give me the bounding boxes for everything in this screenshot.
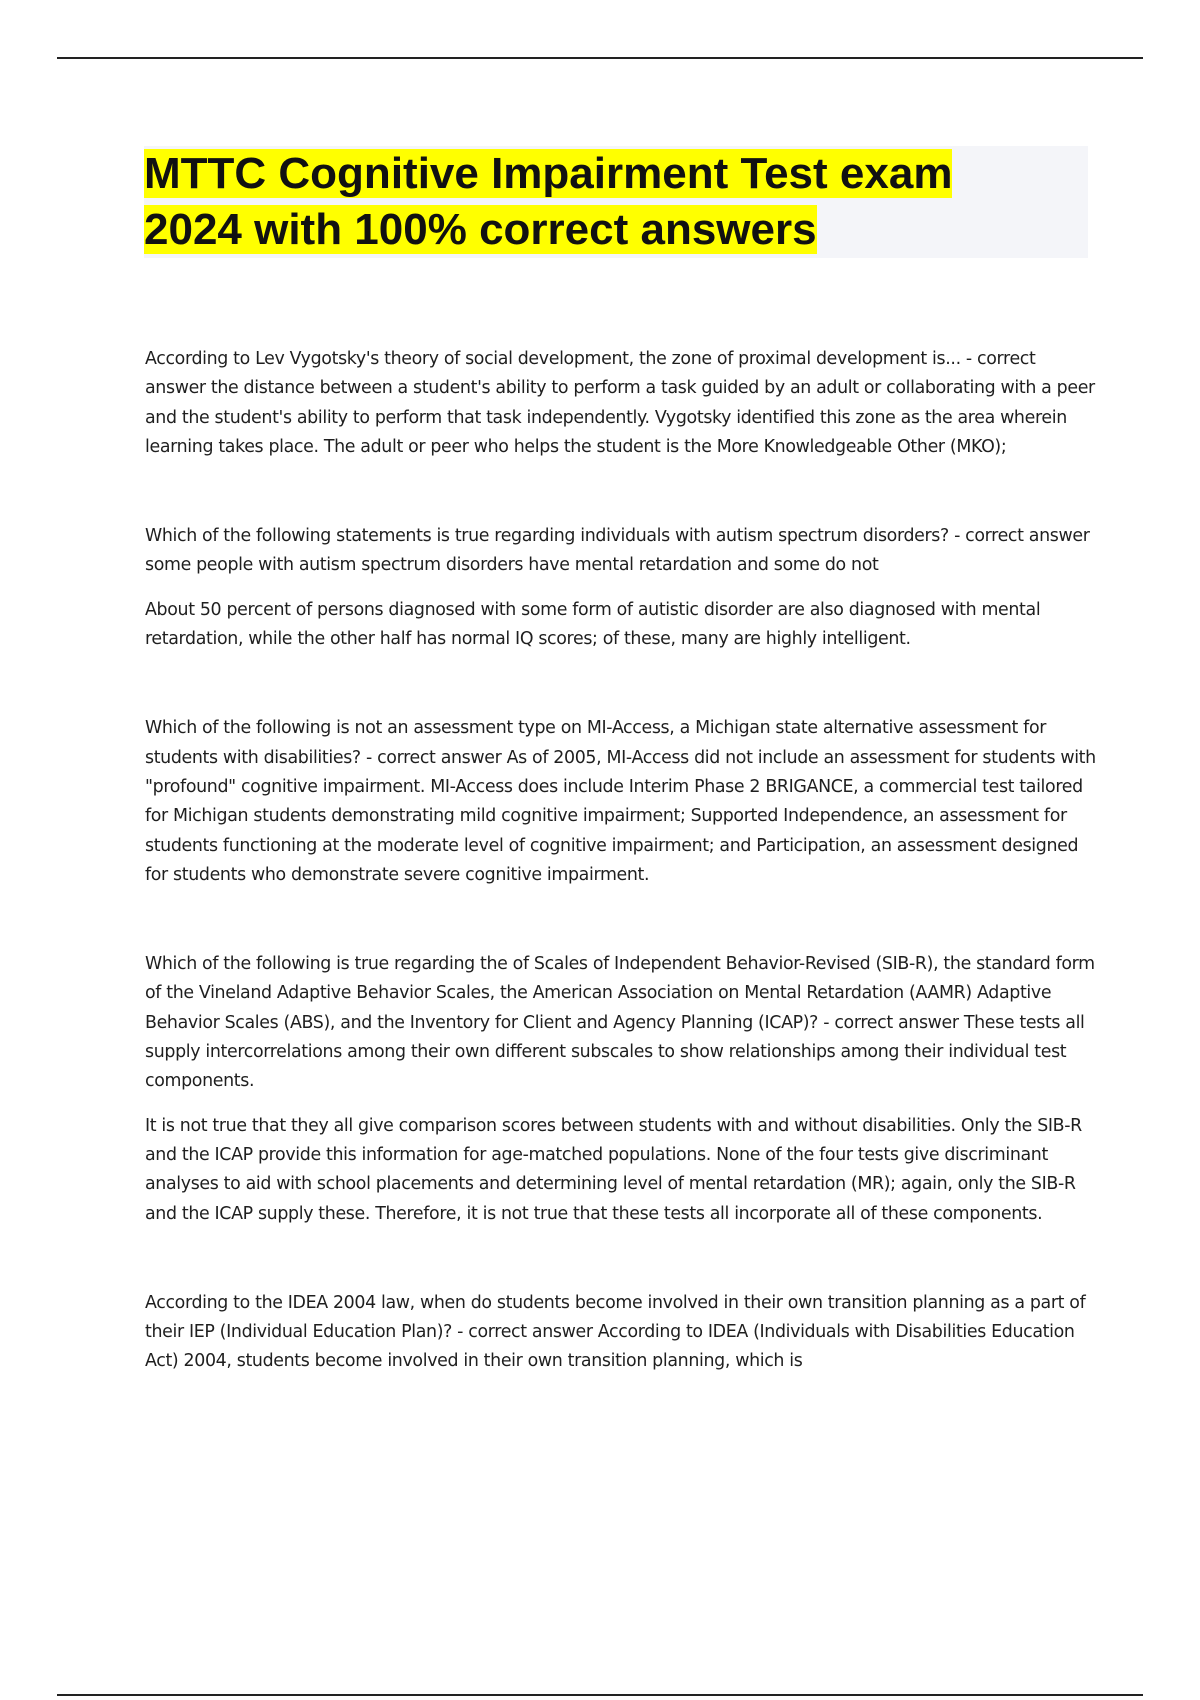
title-line-2: 2024 with 100% correct answers <box>144 205 817 254</box>
page-title <box>144 146 1088 258</box>
paragraph-idea-2004: According to the IDEA 2004 law, when do students become involved in their own transition planning as a part of their IEP (Individual Education Plan)? - correct answer According to IDEA (Individuals with Disabilities Education Act) 2004, students become involved in their own transition planning, which is <box>145 1292 1086 1372</box>
paragraph-autism-question: Which of the following statements is true regarding individuals with autism spectrum disorders? - correct answer some people with autism spectrum disorders have mental retardation and some do not <box>145 526 1090 576</box>
paragraph-sib-r-explanation: It is not true that they all give comparison scores between students with and without disabilities. Only the SIB-R and the ICAP provide this information for age-matched populations. None of the four tests give discriminant analyses to aid with school placements and determining level of mental retardation (MR); again, only the SIB-R and the ICAP supply these. Therefore, it is not true that these tests all incorporate all of these components. <box>145 1115 1082 1224</box>
title-box <box>144 146 1088 258</box>
title-line-1: MTTC Cognitive Impairment Test exam <box>144 149 953 198</box>
paragraph-autism-explanation: About 50 percent of persons diagnosed with some form of autistic disorder are also diagnosed with mental retardation, while the other half has normal IQ scores; of these, many are highly intelligent. <box>145 599 1041 650</box>
paragraph-mi-access: Which of the following is not an assessment type on MI-Access, a Michigan state alternative assessment for students with disabilities? - correct answer As of 2005, MI-Access did not include an assessment for students with "profound" cognitive impairment. MI-Access does include Interim Phase 2 BRIGANCE, a commercial test tailored for Michigan students demonstrating mild cognitive impairment; Supported Independence, an assessment for students functioning at the moderate level of cognitive impairment; and Participation, an assessment designed for students who demonstrate severe cognitive impairment. <box>145 718 1096 885</box>
paragraph-vygotsky: According to Lev Vygotsky's theory of social development, the zone of proximal development is... - correct answer the distance between a student's ability to perform a task guided by an adult or collaborating with a peer and the student's ability to perform that task independently. Vygotsky identified this zone as the area wherein learning takes place. The adult or peer who helps the student is the More Knowledgeable Other (MKO); <box>145 349 1095 457</box>
footer-rule <box>57 1694 1143 1696</box>
document-body <box>145 345 1097 1377</box>
paragraph-sib-r-question: Which of the following is true regarding the of Scales of Independent Behavior-Revised (SIB-R), the standard form of the Vineland Adaptive Behavior Scales, the American Association on Mental Retardation (AAMR) Adaptive Behavior Scales (ABS), and the Inventory for Client and Agency Planning (ICAP)? - correct answer These tests all supply intercorrelations among their own different subscales to show relationships among their individual test components. <box>145 954 1095 1092</box>
header-rule <box>57 57 1143 59</box>
